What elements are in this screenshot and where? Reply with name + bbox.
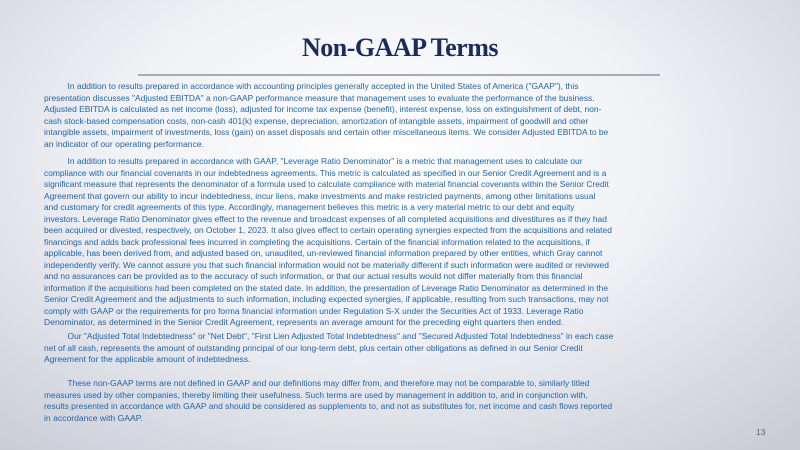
text-line: financings and adds back professional fees incurred in completing the acquisitions. Certain of the financial information related to the acquisitions, if — [44, 236, 590, 247]
text-line: intangible assets, impairment of investments, loss (gain) on asset disposals and certain other miscellaneous items. We consider Adjusted EBITDA to be — [44, 127, 609, 137]
text-line: presentation discusses "Adjusted EBITDA" a non-GAAP performance measure that management uses to evaluate the performance of the business. — [44, 92, 595, 103]
text-line: Agreement for the applicable amount of indebtedness. — [44, 354, 251, 364]
text-line: Our "Adjusted Total Indebtedness" or "Net Debt", "First Lien Adjusted Total Indebtedness" and "Secured Adjusted Total Indebtedness" in each case — [67, 331, 614, 341]
paragraph-leverage-ratio — [44, 156, 764, 329]
paragraph-disclaimer — [44, 378, 764, 424]
text-line: compliance with our financial covenants in our indebtedness agreements. This metric is calculated as specified in our Senior Credit Agreement and is a — [44, 167, 607, 178]
text-line: been acquired or divested, respectively, on October 1, 2023. It also gives effect to certain operating synergies expected from the acquisitions and related — [44, 225, 612, 235]
title-divider — [138, 74, 660, 76]
slide-title: Non-GAAP Terms — [302, 33, 498, 62]
text-line: independently verify. We cannot assure you that such financial information would not be materially different if such information were audited or reviewed — [44, 259, 609, 270]
text-line: Denominator, as determined in the Senior Credit Agreement, represents an average amount for the preceding eight quarters then ended. — [44, 317, 564, 327]
text-line: measures used by other companies, thereby limiting their usefulness. Such terms are used by management in addition to, and in conjunction with, — [44, 389, 588, 400]
text-line: and no assurances can be provided as to the accuracy of such information, or that our actual results would not differ materially from this financial — [44, 271, 583, 281]
text-line: in accordance with GAAP. — [44, 412, 143, 423]
paragraph-indebtedness — [44, 331, 764, 366]
page-number: 13 — [756, 427, 766, 437]
text-line: and customary for credit agreements of this type. Accordingly, management believes this metric is a very material metric to our debt and equity — [44, 202, 575, 212]
text-line: investors. Leverage Ratio Denominator gives effect to the revenue and broadcast expenses of all completed acquisitions and divestitures as if they had — [44, 213, 607, 224]
text-line: an indicator of our operating performance. — [44, 138, 205, 149]
text-line: cash stock-based compensation costs, non-cash 401(k) expense, depreciation, amortization of intangible assets, impairment of goodwill and other — [44, 115, 589, 126]
text-line: applicable, has been derived from, and adjusted based on, unaudited, un-reviewed financial information prepared by other entities, which Gray cannot — [44, 248, 603, 258]
text-line: results presented in accordance with GAAP and should be considered as supplements to, and not as substitutes for, net income and cash flows reported — [44, 401, 613, 411]
text-line: These non-GAAP terms are not defined in GAAP and our definitions may differ from, and therefore may not be comparable to, similarly titled — [67, 378, 590, 388]
text-line: comply with GAAP or the requirements for pro forma financial information under Regulation S-X under the Securities Act of 1933. Leverage Ratio — [44, 305, 584, 316]
text-line: In addition to results prepared in accordance with GAAP, "Leverage Ratio Denominator" is a metric that management uses to calculate our — [67, 156, 583, 166]
text-line: In addition to results prepared in accordance with accounting principles generally accepted in the United States of America ("GAAP"), this — [67, 81, 579, 91]
text-line: information if the acquisitions had been completed on the stated date. In addition, the presentation of Leverage Ratio Denominator as determined in the — [44, 282, 609, 293]
text-line: Senior Credit Agreement and the adjustments to such information, including expected synergies, if applicable, resulting from such transactions, may not — [44, 294, 609, 304]
text-line: Agreement that govern our ability to incur indebtedness, incur liens, make investments and make restricted payments, among other limitations usual — [44, 190, 596, 201]
text-line: significant measure that represents the denominator of a formula used to calculate compliance with material financial covenants within the Senior Credit — [44, 179, 609, 189]
paragraph-adjusted-ebitda — [44, 81, 764, 150]
text-line: Adjusted EBITDA is calculated as net income (loss), adjusted for income tax expense (benefit), interest expense, loss on extinguishment of debt, non- — [44, 104, 602, 114]
text-line: net of all cash, represents the amount of outstanding principal of our long-term debt, plus certain other obligations as defined in our Senior Credit — [44, 342, 583, 353]
